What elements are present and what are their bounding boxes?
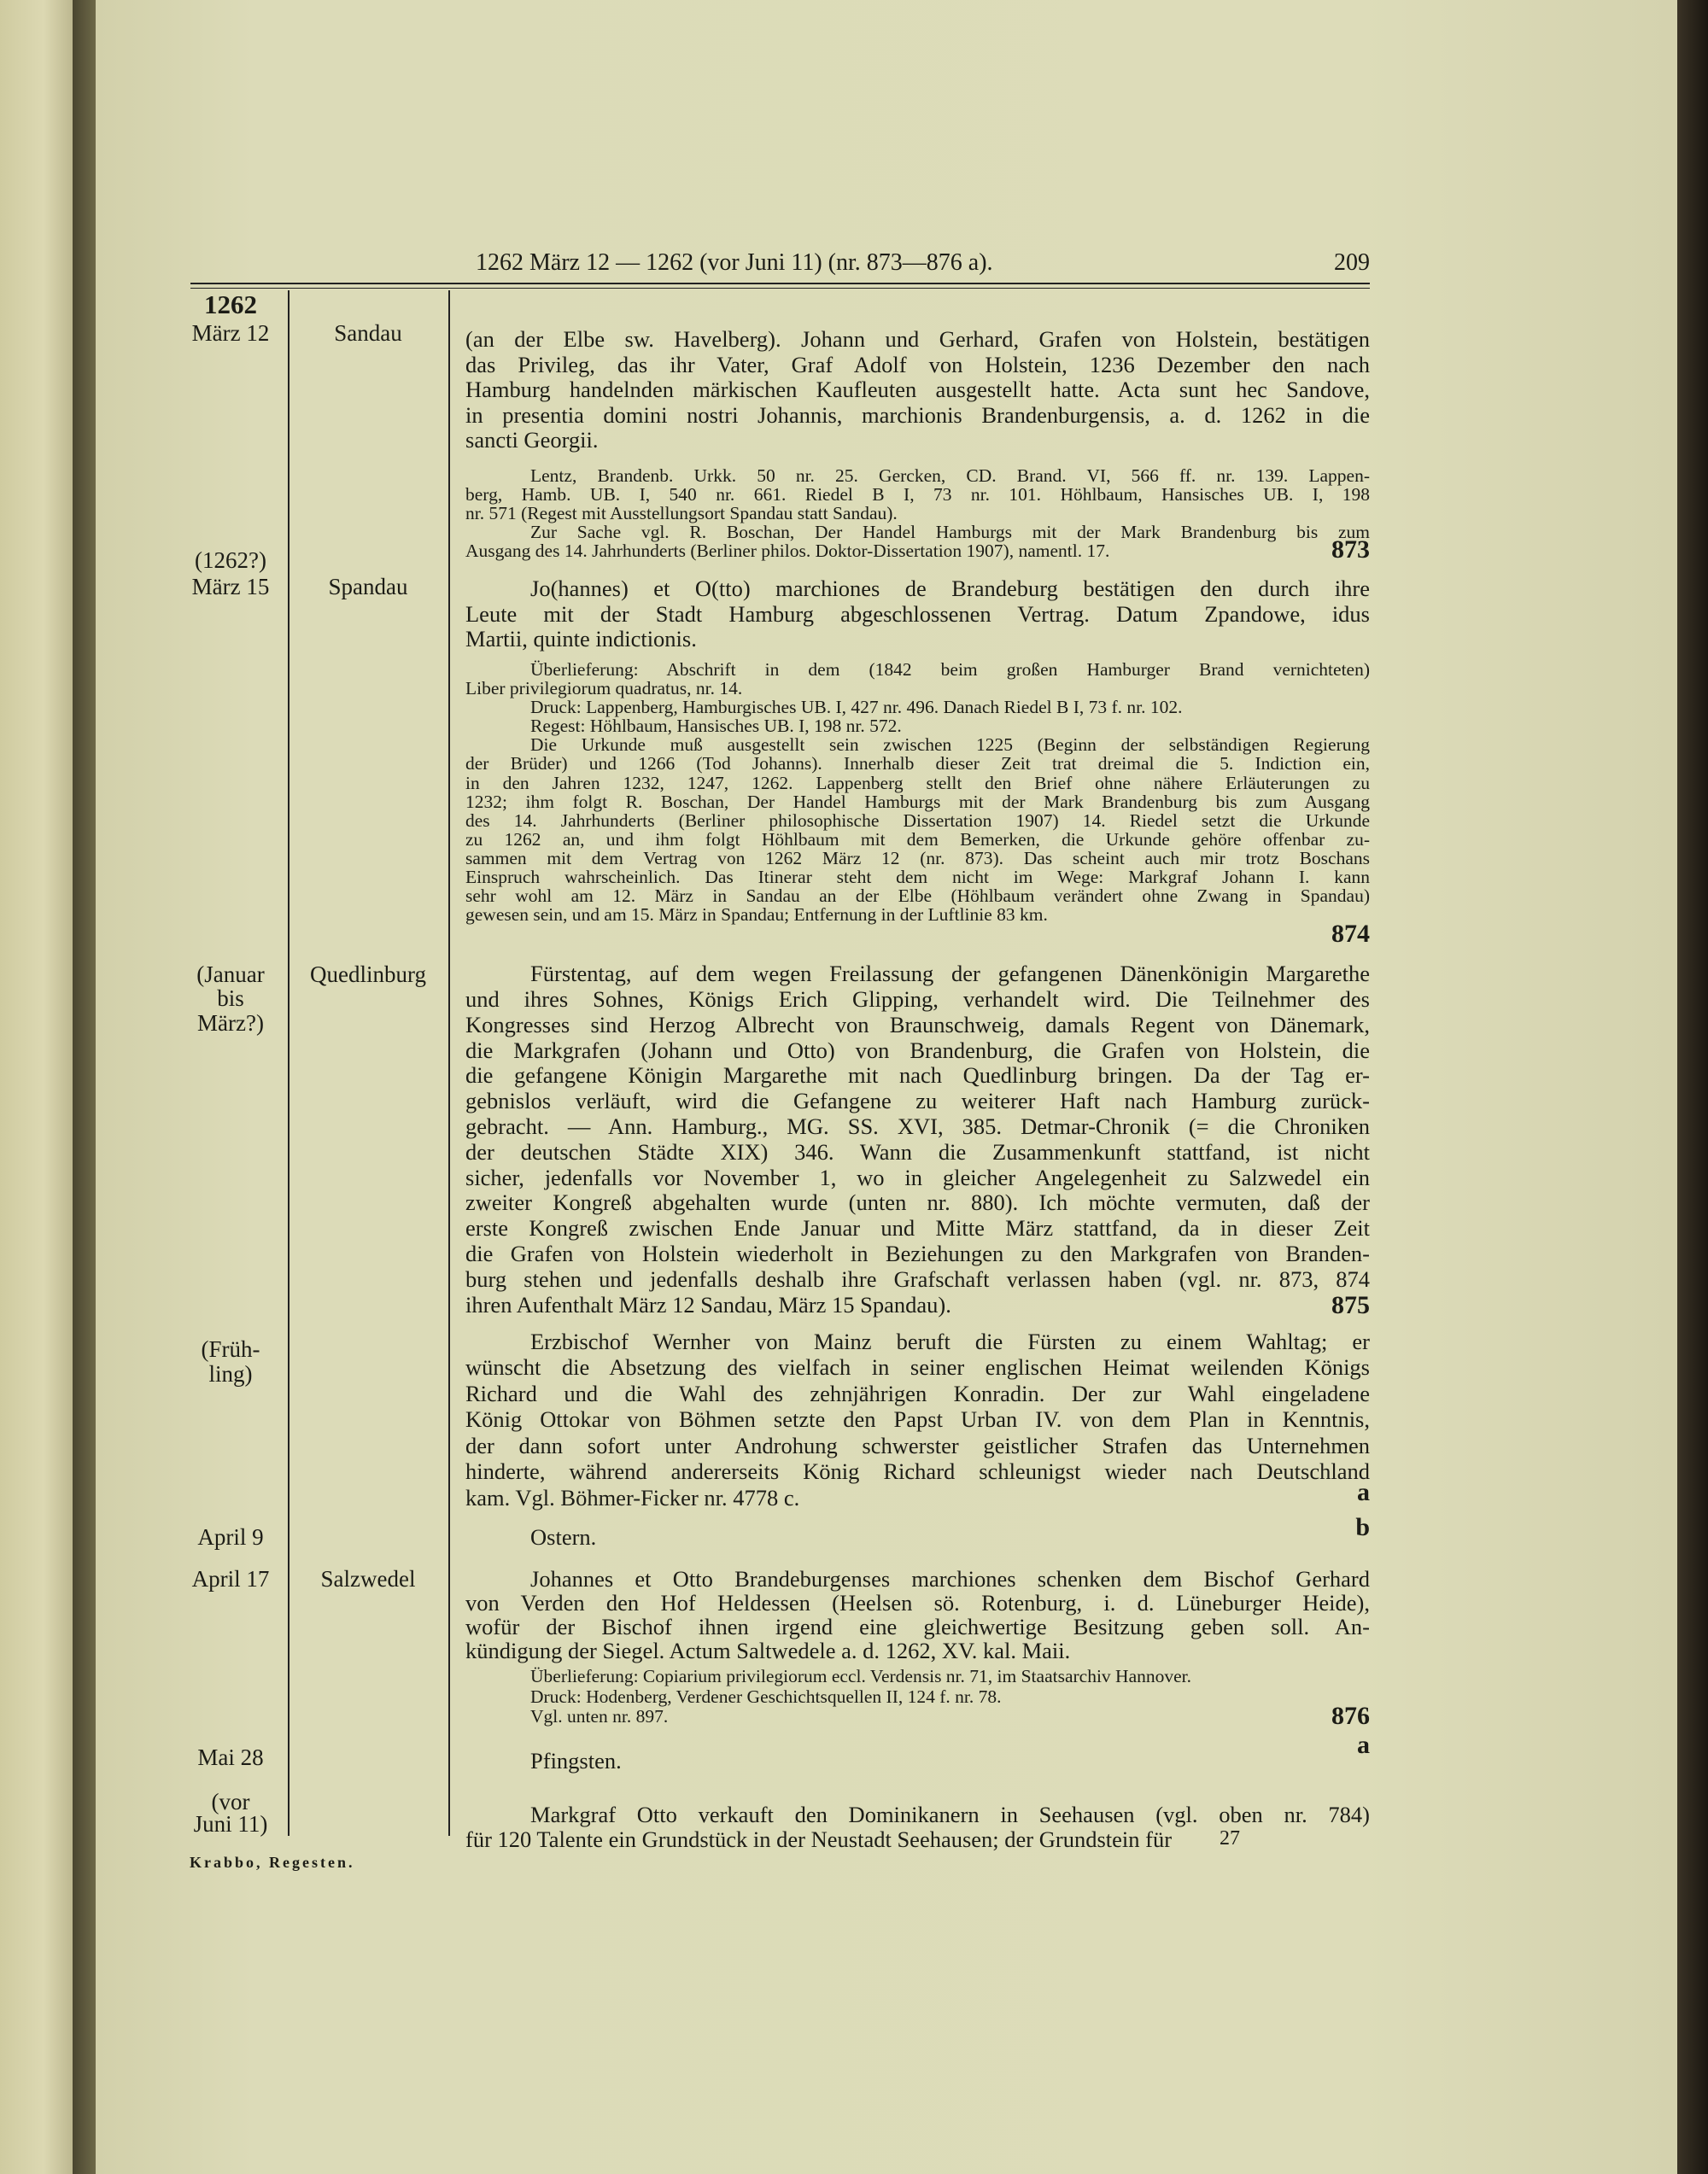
source-note-line: des 14. Jahrhunderts (Berliner philosophische Dissertation 1907) 14. Riedel setzt die Urkunde: [465, 809, 1370, 831]
regest-text-line: Erzbischof Wernher von Mainz beruft die Fürsten zu einem Wahltag; er: [530, 1328, 1370, 1354]
source-note-line: Die Urkunde muß ausgestellt sein zwischen 1225 (Beginn der selbständigen Regierung: [530, 734, 1370, 756]
entry-date: (1262?): [195, 547, 266, 573]
book-binding: [1677, 0, 1708, 2174]
entry-number: a: [1357, 1731, 1370, 1759]
regest-text-line: (an der Elbe sw. Havelberg). Johann und Gerhard, Grafen von Holstein, bestätigen: [465, 326, 1370, 353]
date-column-divider: [288, 290, 290, 1836]
entry-date: (vor: [211, 1789, 250, 1815]
entry-date: (Früh-: [201, 1336, 260, 1362]
entry-date: (Januar: [196, 961, 265, 987]
regest-text-line: gebnislos verläuft, wird die Gefangene zu weiterer Haft nach Hamburg zurück-: [465, 1088, 1370, 1114]
entry-place: Spandau: [328, 574, 408, 599]
sheet-number: 27: [1220, 1827, 1240, 1850]
regest-text-line: König Ottokar von Böhmen setzte den Papst Urban IV. von dem Plan in Kenntnis,: [465, 1406, 1370, 1433]
entry-year: 1262: [204, 289, 257, 319]
regest-text-line: sicher, jedenfalls vor November 1, wo in gleicher Angelegenheit zu Salzwedel ein: [465, 1164, 1370, 1190]
signature-label: Krabbo, Regesten.: [190, 1854, 355, 1871]
entry-place: Sandau: [334, 320, 402, 346]
regest-text-line: und ihres Sohnes, Königs Erich Glipping, verhandelt wird. Die Teilnehmer des: [465, 985, 1370, 1012]
regest-text-line: Markgraf Otto verkauft den Dominikanern in Seehausen (vgl. oben nr. 784): [530, 1801, 1370, 1827]
source-note-line: Druck: Hodenberg, Verdener Geschichtsquellen II, 124 f. nr. 78.: [530, 1686, 1002, 1707]
regest-text-line: wofür der Bischof ihnen irgend eine gleichwertige Besitzung geben soll. An-: [465, 1614, 1370, 1639]
regest-text-line: Kongresses sind Herzog Albrecht von Braunschweig, damals Regent von Dänemark,: [465, 1011, 1370, 1037]
regest-text-line: hinderte, während andererseits König Richard schleunigst wieder nach Deutschland: [465, 1458, 1370, 1485]
regest-text-line: gebracht. — Ann. Hamburg., MG. SS. XVI, 385. Detmar-Chronik (= die Chroniken: [465, 1113, 1370, 1139]
source-note-line: sammen mit dem Vertrag von 1262 März 12 (nr. 873). Das scheint auch mir trotz Boschans: [465, 847, 1370, 868]
entry-date: März?): [197, 1010, 264, 1036]
running-title: 1262 März 12 — 1262 (vor Juni 11) (nr. 873—876 a).: [476, 249, 993, 276]
regest-text-line: kündigung der Siegel. Actum Saltwedele a. d. 1262, XV. kal. Maii.: [465, 1638, 1071, 1663]
entry-number: b: [1355, 1513, 1370, 1541]
regest-text-line: Johannes et Otto Brandeburgenses marchiones schenken dem Bischof Gerhard: [530, 1566, 1370, 1592]
entry-date: bis: [217, 985, 244, 1011]
entry-date: April 17: [191, 1566, 270, 1592]
regest-text-line: das Privileg, das ihr Vater, Graf Adolf von Holstein, 1236 Dezember den nach: [465, 351, 1370, 377]
regest-text-line: kam. Vgl. Böhmer-Ficker nr. 4778 c.: [465, 1484, 800, 1511]
source-note-line: sehr wohl am 12. März in Sandau an der Elbe (Höhlbaum verändert ohne Zwang in Spandau): [465, 885, 1370, 907]
regest-text-line: Martii, quinte indictionis.: [465, 626, 697, 652]
source-note-line: Lentz, Brandenb. Urkk. 50 nr. 25. Gercken, CD. Brand. VI, 566 ff. nr. 139. Lappen-: [530, 465, 1370, 486]
entry-date: April 9: [197, 1524, 264, 1550]
regest-text-line: der deutschen Städte XIX) 346. Wann die Zusammenkunft stattfand, ist nicht: [465, 1138, 1370, 1165]
regest-text-line: Ostern.: [530, 1523, 597, 1550]
regest-text-line: Hamburg handelnden märkischen Kaufleuten ausgestellt hatte. Acta sunt hec Sandove,: [465, 377, 1370, 403]
source-note-line: in den Jahren 1232, 1247, 1262. Lappenberg stellt den Brief ohne nähere Erläuterungen zu: [465, 772, 1370, 793]
regest-text-line: erste Kongreß zwischen Ende Januar und Mitte März stattfand, da in dieser Zeit: [465, 1215, 1370, 1242]
source-note-line: Ausgang des 14. Jahrhunderts (Berliner philos. Doktor-Dissertation 1907), namentl. 17.: [465, 541, 1110, 561]
page-number: 209: [1334, 249, 1370, 276]
header-rule-thin: [190, 288, 1370, 289]
source-note-line: Vgl. unten nr. 897.: [530, 1706, 669, 1727]
entry-date: ling): [208, 1361, 253, 1387]
entry-date: Juni 11): [193, 1811, 268, 1837]
source-note-line: berg, Hamb. UB. I, 540 nr. 661. Riedel B I, 73 nr. 101. Höhlbaum, Hansisches UB. I, 198: [465, 484, 1370, 505]
regest-text-line: für 120 Talente ein Grundstück in der Neustadt Seehausen; der Grundstein für: [465, 1826, 1173, 1852]
regest-text-line: von Verden den Hof Heldessen (Heelsen sö. Rotenburg, i. d. Lüneburger Heide),: [465, 1590, 1370, 1616]
source-note-line: gewesen sein, und am 15. März in Spandau; Entfernung in der Luftlinie 83 km.: [465, 904, 1048, 926]
regest-text-line: die Grafen von Holstein wiederholt in Beziehungen zu den Markgrafen von Branden-: [465, 1240, 1370, 1266]
entry-date: März 12: [191, 320, 270, 346]
source-note-line: Regest: Höhlbaum, Hansisches UB. I, 198 nr. 572.: [530, 716, 902, 737]
source-note-line: Liber privilegiorum quadratus, nr. 14.: [465, 678, 743, 699]
regest-text-line: die Markgrafen (Johann und Otto) von Brandenburg, die Grafen von Holstein, die: [465, 1037, 1370, 1063]
source-note-line: nr. 571 (Regest mit Ausstellungsort Spandau statt Sandau).: [465, 503, 898, 523]
regest-text-line: zweiter Kongreß abgehalten wurde (unten nr. 880). Ich möchte vermuten, daß der: [465, 1189, 1370, 1216]
source-note-line: Zur Sache vgl. R. Boschan, Der Handel Hamburgs mit der Mark Brandenburg bis zum: [530, 522, 1370, 542]
previous-page-edge: [0, 0, 73, 2174]
regest-text-line: in presentia domini nostri Johannis, marchionis Brandenburgensis, a. d. 1262 in die: [465, 401, 1370, 428]
entry-date: März 15: [191, 574, 270, 599]
regest-text-line: Richard und die Wahl des zehnjährigen Konradin. Der zur Wahl eingeladene: [465, 1380, 1370, 1406]
entry-date: Mai 28: [197, 1744, 264, 1770]
entry-number: 875: [1331, 1291, 1370, 1319]
regest-text-line: Leute mit der Stadt Hamburg abgeschlossenen Vertrag. Datum Zpandowe, idus: [465, 600, 1370, 627]
entry-number: a: [1357, 1478, 1370, 1506]
book-gutter: [73, 0, 96, 2174]
regest-text-line: Fürstentag, auf dem wegen Freilassung der gefangenen Dänenkönigin Margarethe: [530, 961, 1370, 987]
entry-number: 873: [1331, 535, 1370, 564]
place-column-divider: [448, 290, 450, 1836]
regest-text-line: ihren Aufenthalt März 12 Sandau, März 15 Spandau).: [465, 1291, 951, 1318]
entry-place: Quedlinburg: [310, 961, 426, 987]
entry-place: Salzwedel: [320, 1566, 416, 1592]
source-note-line: der Brüder) und 1266 (Tod Johanns). Innerhalb dieser Zeit trat dreimal die 5. Indiction ein,: [465, 753, 1370, 774]
source-note-line: zu 1262 an, und ihm folgt Höhlbaum mit dem Bemerken, die Urkunde gehöre offenbar zu-: [465, 828, 1370, 850]
source-note-line: Überlieferung: Copiarium privilegiorum eccl. Verdensis nr. 71, im Staatsarchiv Hannover.: [530, 1666, 1192, 1687]
regest-text-line: sancti Georgii.: [465, 427, 599, 453]
source-note-line: Druck: Lappenberg, Hamburgisches UB. I, 427 nr. 496. Danach Riedel B I, 73 f. nr. 102.: [530, 697, 1183, 718]
source-note-line: Einspruch wahrscheinlich. Das Itinerar steht dem nicht im Wege: Markgraf Johann I. kann: [465, 867, 1370, 888]
source-note-line: Überlieferung: Abschrift in dem (1842 beim großen Hamburger Brand vernichteten): [530, 658, 1370, 680]
regest-text-line: der dann sofort unter Androhung schwerster geistlicher Strafen das Unternehmen: [465, 1432, 1370, 1458]
regest-text-line: wünscht die Absetzung des vielfach in seiner englischen Heimat weilenden Königs: [465, 1354, 1370, 1381]
regest-text-line: Pfingsten.: [530, 1747, 622, 1774]
entry-number: 876: [1331, 1702, 1370, 1730]
entry-number: 874: [1331, 920, 1370, 948]
regest-text-line: Jo(hannes) et O(tto) marchiones de Brandeburg bestätigen den durch ihre: [530, 576, 1370, 602]
regest-text-line: burg stehen und jedenfalls deshalb ihre Grafschaft verlassen haben (vgl. nr. 873, 874: [465, 1265, 1370, 1292]
header-rule: [190, 283, 1370, 284]
source-note-line: 1232; ihm folgt R. Boschan, Der Handel Hamburgs mit der Mark Brandenburg bis zum Ausgang: [465, 791, 1370, 812]
regest-text-line: die gefangene Königin Margarethe mit nach Quedlinburg bringen. Da der Tag er-: [465, 1062, 1370, 1089]
